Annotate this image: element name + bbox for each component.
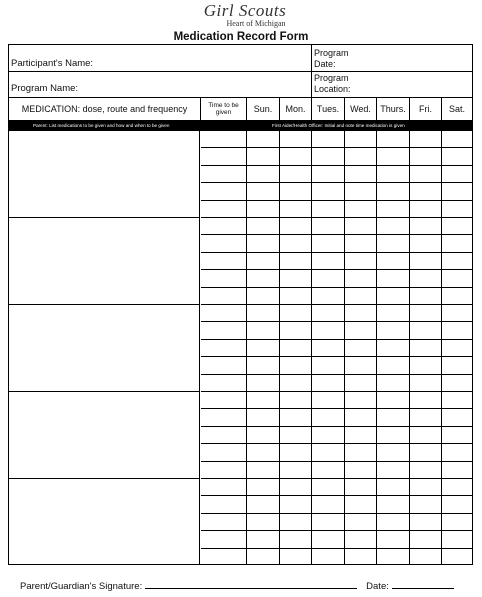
day-entry-cell[interactable] — [247, 340, 280, 357]
day-entry-cell[interactable] — [247, 322, 280, 339]
day-entry-cell[interactable] — [410, 531, 442, 548]
day-entry-cell[interactable] — [410, 392, 442, 409]
day-entry-cell[interactable] — [312, 392, 345, 409]
time-entry-cell[interactable] — [201, 427, 247, 444]
day-entry-cell[interactable] — [442, 462, 472, 479]
day-entry-cell[interactable] — [345, 166, 377, 183]
day-entry-cell[interactable] — [442, 427, 472, 444]
day-entry-cell[interactable] — [410, 340, 442, 357]
day-entry-cell[interactable] — [442, 166, 472, 183]
time-entry-cell[interactable] — [201, 479, 247, 496]
time-header — [201, 98, 247, 120]
medication-grid — [9, 131, 472, 564]
day-entry-cell[interactable] — [345, 322, 377, 339]
day-entry-cell[interactable] — [345, 514, 377, 531]
day-entry-cell[interactable] — [280, 514, 312, 531]
day-entry-cell[interactable] — [410, 549, 442, 564]
day-entry-cell[interactable] — [280, 479, 312, 496]
day-entry-cell[interactable] — [442, 444, 472, 461]
day-entry-cell[interactable] — [280, 549, 312, 564]
day-entry-cell[interactable] — [442, 340, 472, 357]
day-entry-cell[interactable] — [345, 392, 377, 409]
day-entry-cell[interactable] — [442, 270, 472, 287]
day-entry-cell[interactable] — [442, 322, 472, 339]
day-entry-cell[interactable] — [442, 201, 472, 218]
day-entry-cell[interactable] — [312, 340, 345, 357]
signature-line[interactable] — [145, 579, 357, 589]
day-entry-cell[interactable] — [442, 375, 472, 392]
day-entry-cell[interactable] — [312, 166, 345, 183]
day-entry-cell[interactable] — [247, 218, 280, 235]
instruction-bar — [9, 120, 472, 131]
time-entry-cell[interactable] — [201, 531, 247, 548]
day-entry-cell[interactable] — [280, 340, 312, 357]
day-entry-cell[interactable] — [280, 444, 312, 461]
day-entry-cell[interactable] — [312, 549, 345, 564]
day-entry-cell[interactable] — [247, 549, 280, 564]
day-entry-cell[interactable] — [280, 235, 312, 252]
logo-subtitle: Heart of Michigan — [226, 19, 286, 28]
day-entry-cell[interactable] — [377, 357, 410, 374]
day-entry-cell[interactable] — [410, 270, 442, 287]
day-entry-cell[interactable] — [280, 392, 312, 409]
program-name-label: Program Name: — [11, 83, 79, 94]
time-entry-cell[interactable] — [201, 253, 247, 270]
signature-footer — [20, 579, 454, 592]
day-entry-cell[interactable] — [247, 357, 280, 374]
time-header-line1: Time to be — [208, 102, 239, 109]
day-entry-cell[interactable] — [312, 357, 345, 374]
day-header-mon: Mon. — [280, 98, 312, 120]
day-entry-cell[interactable] — [410, 375, 442, 392]
time-entry-cell[interactable] — [201, 270, 247, 287]
day-entry-cell[interactable] — [442, 148, 472, 165]
time-entry-cell[interactable] — [201, 375, 247, 392]
day-entry-cell[interactable] — [280, 253, 312, 270]
medication-entry-box[interactable] — [9, 131, 200, 218]
time-entry-cell[interactable] — [201, 462, 247, 479]
time-entry-cell[interactable] — [201, 357, 247, 374]
day-entry-cell[interactable] — [247, 235, 280, 252]
day-entry-cell[interactable] — [345, 496, 377, 513]
day-header-wed: Wed. — [345, 98, 377, 120]
day-entry-cell[interactable] — [280, 409, 312, 426]
day-entry-cell[interactable] — [345, 131, 377, 148]
day-entry-cell[interactable] — [247, 253, 280, 270]
day-entry-cell[interactable] — [442, 305, 472, 322]
day-entry-cell[interactable] — [410, 235, 442, 252]
day-entry-cell[interactable] — [312, 218, 345, 235]
day-entry-cell[interactable] — [280, 462, 312, 479]
day-entry-cell[interactable] — [345, 201, 377, 218]
day-entry-cell[interactable] — [247, 531, 280, 548]
day-entry-cell[interactable] — [410, 305, 442, 322]
day-entry-cell[interactable] — [410, 322, 442, 339]
day-entry-cell[interactable] — [247, 305, 280, 322]
day-entry-cell[interactable] — [345, 357, 377, 374]
day-entry-cell[interactable] — [280, 131, 312, 148]
day-entry-cell[interactable] — [410, 496, 442, 513]
time-entry-cell[interactable] — [201, 183, 247, 200]
table-header-row — [9, 98, 472, 120]
day-entry-cell[interactable] — [247, 270, 280, 287]
day-entry-cell[interactable] — [280, 357, 312, 374]
day-entry-cell[interactable] — [280, 288, 312, 305]
signature-label: Parent/Guardian's Signature: — [20, 581, 143, 592]
date-label: Date: — [366, 581, 389, 592]
time-entry-cell[interactable] — [201, 288, 247, 305]
day-entry-cell[interactable] — [345, 270, 377, 287]
day-entry-cell[interactable] — [312, 183, 345, 200]
time-entry-cell[interactable] — [201, 340, 247, 357]
day-entry-cell[interactable] — [377, 340, 410, 357]
time-entry-cell[interactable] — [201, 549, 247, 564]
day-entry-cell[interactable] — [377, 444, 410, 461]
day-entry-cell[interactable] — [377, 514, 410, 531]
day-entry-cell[interactable] — [345, 235, 377, 252]
time-header-line2: given — [215, 109, 232, 116]
day-entry-cell[interactable] — [377, 409, 410, 426]
day-entry-cell[interactable] — [410, 444, 442, 461]
day-entry-cell[interactable] — [442, 253, 472, 270]
day-entry-cell[interactable] — [442, 549, 472, 564]
time-entry-cell[interactable] — [201, 322, 247, 339]
day-entry-cell[interactable] — [345, 375, 377, 392]
day-entry-cell[interactable] — [280, 322, 312, 339]
medication-entry-box[interactable] — [9, 479, 200, 564]
program-location-label-1: Program — [314, 73, 349, 83]
day-entry-cell[interactable] — [377, 166, 410, 183]
day-entry-cell[interactable] — [410, 218, 442, 235]
day-entry-cell[interactable] — [410, 183, 442, 200]
participant-name-label: Participant's Name: — [11, 58, 94, 69]
day-entry-cell[interactable] — [442, 131, 472, 148]
day-entry-cell[interactable] — [280, 166, 312, 183]
time-entry-cell[interactable] — [201, 444, 247, 461]
day-entry-cell[interactable] — [247, 409, 280, 426]
time-entry-cell[interactable] — [201, 218, 247, 235]
day-entry-cell[interactable] — [345, 409, 377, 426]
day-entry-cell[interactable] — [312, 270, 345, 287]
time-entry-cell[interactable] — [201, 305, 247, 322]
day-entry-cell[interactable] — [312, 496, 345, 513]
day-entry-cell[interactable] — [312, 148, 345, 165]
program-location-label-2: Location: — [314, 84, 351, 94]
day-entry-cell[interactable] — [312, 375, 345, 392]
day-header-thurs: Thurs. — [377, 98, 410, 120]
day-header-fri: Fri. — [410, 98, 442, 120]
day-entry-cell[interactable] — [280, 183, 312, 200]
day-entry-cell[interactable] — [410, 514, 442, 531]
medication-record-form — [8, 44, 473, 565]
info-row-separator — [9, 71, 472, 72]
medication-header: MEDICATION: dose, route and frequency — [9, 98, 201, 120]
day-entry-cell[interactable] — [280, 531, 312, 548]
day-entry-cell[interactable] — [247, 375, 280, 392]
medication-entry-box[interactable] — [9, 218, 200, 305]
time-entry-cell[interactable] — [201, 235, 247, 252]
day-entry-cell[interactable] — [280, 427, 312, 444]
day-entry-cell[interactable] — [345, 183, 377, 200]
day-entry-cell[interactable] — [442, 357, 472, 374]
day-entry-cell[interactable] — [442, 235, 472, 252]
day-entry-cell[interactable] — [345, 549, 377, 564]
day-entry-cell[interactable] — [442, 392, 472, 409]
day-entry-cell[interactable] — [247, 462, 280, 479]
day-entry-cell[interactable] — [280, 201, 312, 218]
day-entry-cell[interactable] — [410, 479, 442, 496]
day-entry-cell[interactable] — [312, 253, 345, 270]
day-entry-cell[interactable] — [410, 427, 442, 444]
day-entry-cell[interactable] — [312, 131, 345, 148]
day-entry-cell[interactable] — [312, 427, 345, 444]
day-entry-cell[interactable] — [312, 322, 345, 339]
day-entry-cell[interactable] — [280, 305, 312, 322]
day-entry-cell[interactable] — [312, 409, 345, 426]
day-entry-cell[interactable] — [280, 496, 312, 513]
medication-entry-box[interactable] — [9, 392, 200, 479]
day-entry-cell[interactable] — [377, 183, 410, 200]
time-entry-cell[interactable] — [201, 148, 247, 165]
time-entry-cell[interactable] — [201, 201, 247, 218]
day-entry-cell[interactable] — [442, 496, 472, 513]
day-entry-cell[interactable] — [312, 305, 345, 322]
time-entry-cell[interactable] — [201, 166, 247, 183]
day-entry-cell[interactable] — [442, 409, 472, 426]
day-entry-cell[interactable] — [377, 270, 410, 287]
day-entry-cell[interactable] — [410, 148, 442, 165]
day-entry-cell[interactable] — [377, 131, 410, 148]
day-entry-cell[interactable] — [442, 531, 472, 548]
day-entry-cell[interactable] — [345, 462, 377, 479]
day-entry-cell[interactable] — [280, 270, 312, 287]
medication-entry-box[interactable] — [9, 305, 200, 392]
day-entry-cell[interactable] — [247, 148, 280, 165]
day-entry-cell[interactable] — [377, 479, 410, 496]
day-entry-cell[interactable] — [377, 496, 410, 513]
day-entry-cell[interactable] — [345, 444, 377, 461]
day-entry-cell[interactable] — [377, 427, 410, 444]
day-entry-cell[interactable] — [247, 288, 280, 305]
time-entry-cell[interactable] — [201, 496, 247, 513]
day-entry-cell[interactable] — [377, 462, 410, 479]
day-entry-cell[interactable] — [377, 288, 410, 305]
day-entry-cell[interactable] — [377, 201, 410, 218]
day-entry-cell[interactable] — [247, 201, 280, 218]
day-entry-cell[interactable] — [410, 166, 442, 183]
day-entry-cell[interactable] — [312, 462, 345, 479]
day-entry-cell[interactable] — [312, 479, 345, 496]
day-entry-cell[interactable] — [377, 305, 410, 322]
day-entry-cell[interactable] — [410, 201, 442, 218]
day-entry-cell[interactable] — [377, 322, 410, 339]
day-header-sat: Sat. — [448, 104, 465, 114]
day-entry-cell[interactable] — [345, 531, 377, 548]
day-entry-cell[interactable] — [442, 183, 472, 200]
day-entry-cell[interactable] — [312, 531, 345, 548]
day-entry-cell[interactable] — [312, 201, 345, 218]
time-entry-cell[interactable] — [201, 409, 247, 426]
day-entry-cell[interactable] — [247, 496, 280, 513]
day-entry-cell[interactable] — [377, 218, 410, 235]
day-entry-cell[interactable] — [377, 375, 410, 392]
day-entry-cell[interactable] — [247, 514, 280, 531]
day-entry-cell[interactable] — [247, 183, 280, 200]
day-entry-cell[interactable] — [377, 392, 410, 409]
day-entry-cell[interactable] — [410, 462, 442, 479]
day-entry-cell[interactable] — [345, 427, 377, 444]
logo-script-text: Girl Scouts — [203, 1, 287, 20]
day-entry-cell[interactable] — [442, 479, 472, 496]
day-entry-cell[interactable] — [345, 148, 377, 165]
day-entry-cell[interactable] — [442, 218, 472, 235]
day-entry-cell[interactable] — [345, 305, 377, 322]
day-entry-cell[interactable] — [345, 288, 377, 305]
day-entry-cell[interactable] — [442, 288, 472, 305]
day-entry-cell[interactable] — [410, 253, 442, 270]
aide-instruction: First Aider/Health Officer: Initial and note time medication is given — [272, 123, 405, 128]
day-entry-cell[interactable] — [377, 549, 410, 564]
day-entry-cell[interactable] — [280, 218, 312, 235]
form-title: Medication Record Form — [173, 31, 309, 43]
day-entry-cell[interactable] — [377, 148, 410, 165]
time-entry-cell[interactable] — [201, 131, 247, 148]
day-entry-cell[interactable] — [312, 444, 345, 461]
day-entry-cell[interactable] — [247, 392, 280, 409]
day-entry-cell[interactable] — [345, 218, 377, 235]
day-entry-cell[interactable] — [345, 253, 377, 270]
day-entry-cell[interactable] — [280, 148, 312, 165]
program-date-label-1: Program — [314, 48, 349, 58]
day-entry-cell[interactable] — [377, 235, 410, 252]
day-entry-cell[interactable] — [442, 514, 472, 531]
day-entry-cell[interactable] — [410, 409, 442, 426]
day-entry-cell[interactable] — [345, 340, 377, 357]
girl-scouts-logo — [200, 2, 290, 32]
day-entry-cell[interactable] — [280, 375, 312, 392]
day-entry-cell[interactable] — [247, 166, 280, 183]
time-entry-cell[interactable] — [201, 392, 247, 409]
day-entry-cell[interactable] — [410, 357, 442, 374]
day-entry-cell[interactable] — [247, 444, 280, 461]
day-entry-cell[interactable] — [247, 427, 280, 444]
parent-instruction: Parent: List medications to be given and how and when to be given — [33, 123, 170, 128]
day-header-tues: Tues. — [312, 98, 345, 120]
day-entry-cell[interactable] — [312, 235, 345, 252]
day-entry-cell[interactable] — [312, 288, 345, 305]
day-entry-cell[interactable] — [247, 479, 280, 496]
day-entry-cell[interactable] — [377, 531, 410, 548]
day-entry-cell[interactable] — [410, 131, 442, 148]
day-entry-cell[interactable] — [247, 131, 280, 148]
date-line[interactable] — [392, 579, 454, 589]
day-entry-cell[interactable] — [312, 514, 345, 531]
day-header-sun: Sun. — [247, 98, 280, 120]
time-entry-cell[interactable] — [201, 514, 247, 531]
day-entry-cell[interactable] — [345, 479, 377, 496]
day-entry-cell[interactable] — [377, 253, 410, 270]
program-date-label-2: Date: — [314, 59, 336, 69]
day-entry-cell[interactable] — [410, 288, 442, 305]
